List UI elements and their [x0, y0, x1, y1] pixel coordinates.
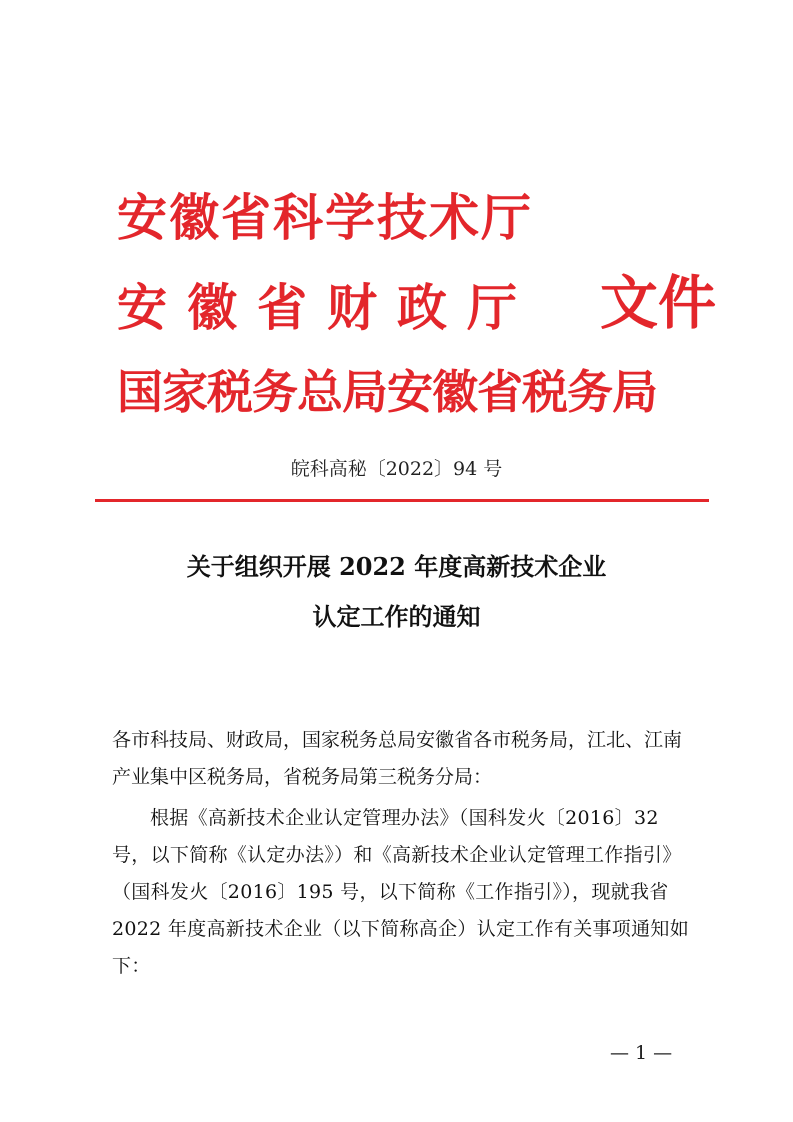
document-title-line-1: 关于组织开展 2022 年度高新技术企业	[186, 552, 607, 581]
body-paragraph: 根据《高新技术企业认定管理办法》（国科发火〔2016〕32 号，以下简称《认定办法》）和《高新技术企业认定管理工作指引》（国科发火〔2016〕195 号，以下简称《工作指引》），现就我省 2022 年度高新技术企业（以下简称高企）认定工作有关事项通知如下：	[112, 807, 689, 977]
page-number: — 1 —	[610, 1042, 673, 1064]
issuer-name-tax-bureau: 国家税务总局安徽省税务局	[117, 365, 657, 419]
issuer-name-science-dept: 安徽省科学技术厅	[117, 189, 533, 247]
issuer-name-finance-dept: 安徽省财政厅	[117, 279, 537, 337]
document-title-line-2: 认定工作的通知	[312, 602, 481, 631]
addressee-paragraph: 各市科技局、财政局，国家税务总局安徽省各市税务局，江北、江南产业集中区税务局，省税务局第三税务分局：	[112, 729, 683, 788]
red-divider-line	[95, 499, 709, 502]
document-label: 文件	[600, 269, 717, 337]
document-number: 皖科高秘〔2022〕94 号	[290, 458, 503, 480]
